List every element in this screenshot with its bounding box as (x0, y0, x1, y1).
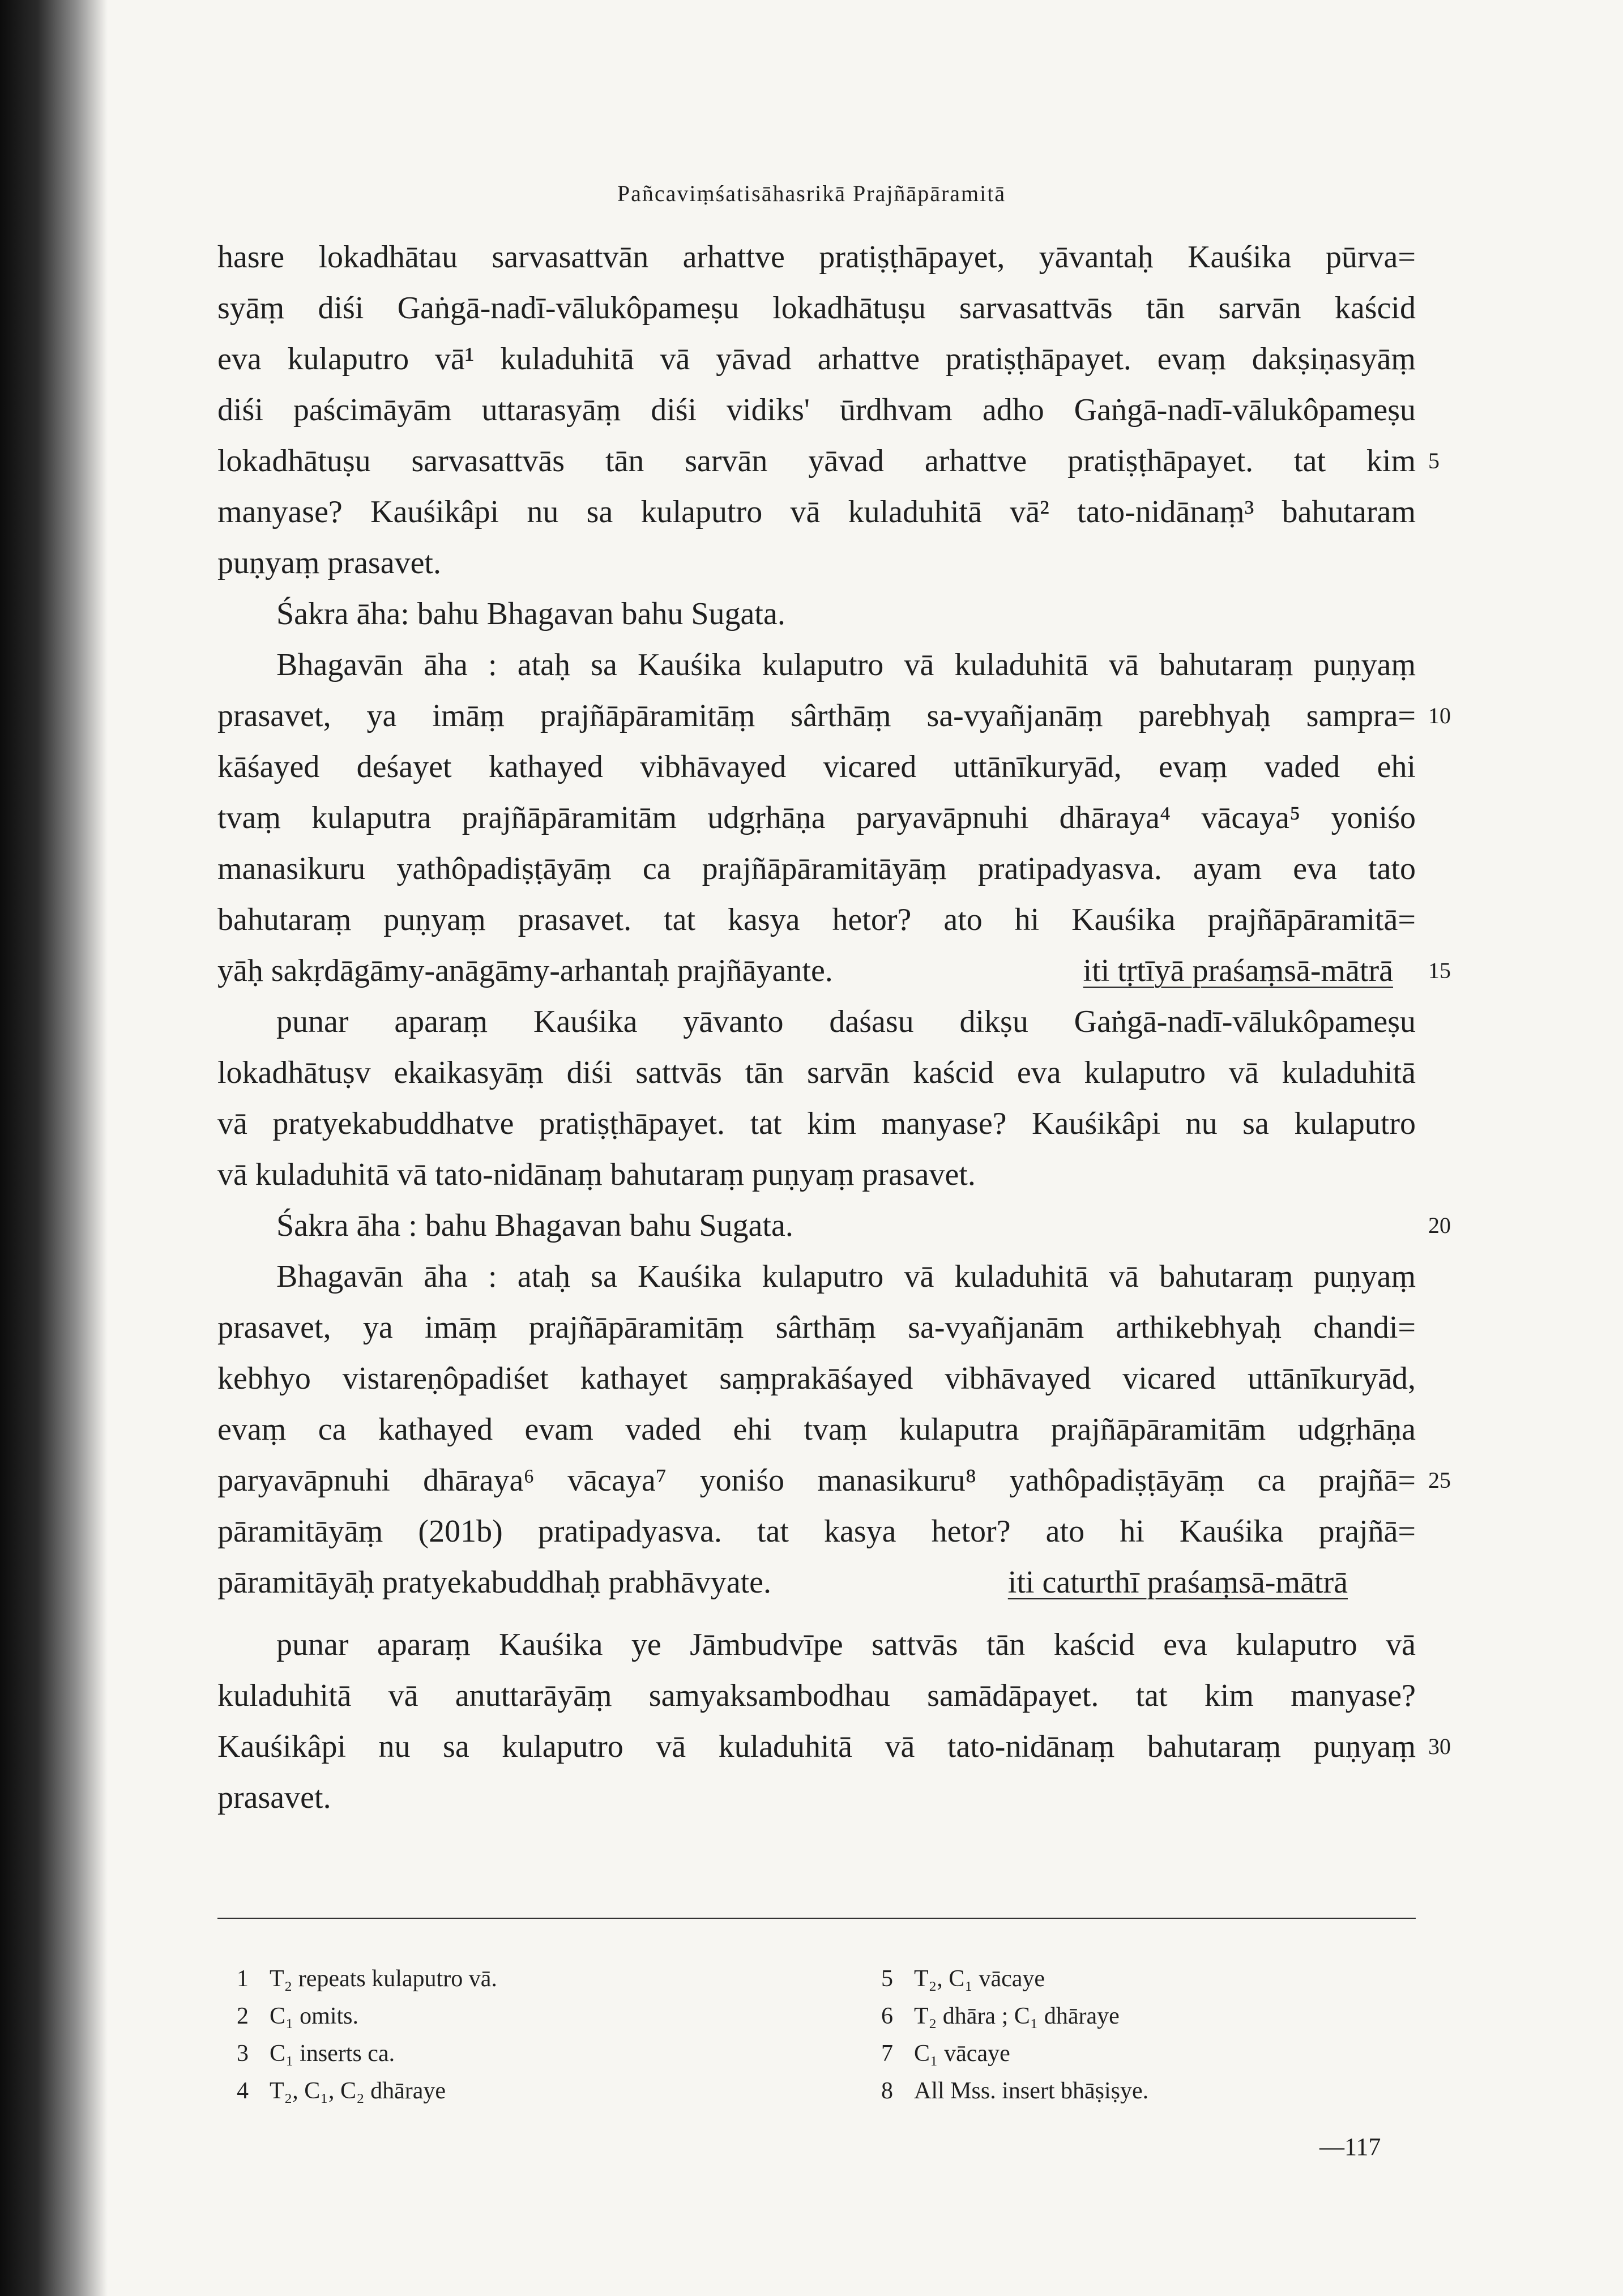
text-line-26: pāramitāyāṃ (201b) pratipadyasva. tat kasya hetor? ato hi Kauśika prajñā= (217, 1514, 1416, 1549)
text-line-10: prasavet, ya imāṃ prajñāpāramitāṃ sârthāṃ sa-vyañjanāṃ parebhyaḥ sampra= (217, 698, 1416, 733)
footnote-text: All Mss. insert bhāṣiṣye. (914, 2078, 1149, 2104)
text-line-2: syāṃ diśi Gaṅgā-nadī-vālukôpameṣu lokadhātuṣu sarvasattvās tān sarvān kaścid (217, 291, 1416, 326)
footnote-text: T₂ dhāra ; C₁ dhāraye (914, 2003, 1120, 2029)
footnote-text: C₁ omits. (270, 2003, 359, 2029)
text-line-15 (217, 950, 1416, 991)
footnote-number: 3 (237, 2041, 249, 2067)
line-number: 5 (1428, 448, 1440, 473)
section-marker-fourth: iti caturthī praśaṃsā-mātrā (1007, 1565, 1348, 1600)
text-line-13: manasikuru yathôpadiṣṭāyāṃ ca prajñāpāramitāyāṃ pratipadyasva. ayam eva tato (217, 851, 1416, 886)
text-line-15-text: yāḥ sakṛdāgāmy-anāgāmy-arhantaḥ prajñāyante. (217, 953, 833, 988)
footnote-number: 2 (237, 2003, 249, 2029)
text-line-14: bahutaraṃ puṇyaṃ prasavet. tat kasya hetor? ato hi Kauśika prajñāpāramitā= (217, 902, 1416, 937)
text-line-11: kāśayed deśayet kathayed vibhāvayed vicared uttānīkuryād, evaṃ vaded ehi (217, 749, 1416, 784)
page-number: —117 (1319, 2133, 1381, 2161)
line-number: 20 (1428, 1213, 1451, 1238)
line-number: 30 (1428, 1734, 1451, 1759)
text-line-23: kebhyo vistareṇôpadiśet kathayet saṃprakāśayed vibhāvayed vicared uttānīkuryād, (217, 1361, 1416, 1396)
footnote-text: T₂, C₁, C₂ dhāraye (270, 2078, 446, 2104)
text-line-8: Śakra āha: bahu Bhagavan bahu Sugata. (276, 596, 785, 631)
footnote (881, 2038, 1010, 2069)
text-line-27 (217, 1562, 1416, 1603)
text-line-20: Śakra āha : bahu Bhagavan bahu Sugata. (276, 1208, 793, 1243)
line-number: 15 (1428, 958, 1451, 983)
text-line-28: punar aparaṃ Kauśika ye Jāmbudvīpe sattvās tān kaścid eva kulaputro vā (276, 1627, 1416, 1662)
text-line-9: Bhagavān āha : ataḥ sa Kauśika kulaputro vā kuladuhitā vā bahutaraṃ puṇyaṃ (276, 647, 1416, 682)
text-line-25: paryavāpnuhi dhāraya⁶ vācaya⁷ yoniśo manasikuru⁸ yathôpadiṣṭāyāṃ ca prajñā= (217, 1463, 1416, 1498)
text-line-17: lokadhātuṣv ekaikasyāṃ diśi sattvās tān sarvān kaścid eva kulaputro vā kuladuhitā (217, 1055, 1416, 1090)
footnote-rule (217, 1918, 1416, 1919)
book-binding-shadow (0, 0, 108, 2296)
footnote-number: 8 (881, 2078, 893, 2104)
text-line-30: Kauśikâpi nu sa kulaputro vā kuladuhitā vā tato-nidānaṃ bahutaraṃ puṇyaṃ (217, 1729, 1416, 1764)
text-line-21: Bhagavān āha : ataḥ sa Kauśika kulaputro vā kuladuhitā vā bahutaraṃ puṇyaṃ (276, 1259, 1416, 1294)
section-marker-third: iti tṛtīyā praśaṃsā-mātrā (1083, 953, 1393, 988)
footnote (881, 1963, 1045, 1995)
footnote (237, 2038, 395, 2069)
footnote (881, 2000, 1120, 2032)
text-line-7: puṇyaṃ prasavet. (217, 545, 441, 581)
text-line-27-text: pāramitāyāḥ pratyekabuddhaḥ prabhāvyate. (217, 1565, 772, 1600)
text-line-22: prasavet, ya imāṃ prajñāpāramitāṃ sârthāṃ sa-vyañjanām arthikebhyaḥ chandi= (217, 1310, 1416, 1345)
text-line-3: eva kulaputro vā¹ kuladuhitā vā yāvad arhattve pratiṣṭhāpayet. evaṃ dakṣiṇasyāṃ (217, 342, 1416, 377)
text-line-6: manyase? Kauśikâpi nu sa kulaputro vā kuladuhitā vā² tato-nidānaṃ³ bahutaram (217, 494, 1416, 530)
text-line-18: vā pratyekabuddhatve pratiṣṭhāpayet. tat kim manyase? Kauśikâpi nu sa kulaputro (217, 1106, 1416, 1141)
footnote-text: T₂, C₁ vācaye (914, 1966, 1045, 1992)
footnote-text: C₁ inserts ca. (270, 2041, 395, 2067)
text-line-29: kuladuhitā vā anuttarāyāṃ samyaksambodhau samādāpayet. tat kim manyase? (217, 1678, 1416, 1713)
footnote-text: T₂ repeats kulaputro vā. (270, 1966, 497, 1992)
text-line-31: prasavet. (217, 1780, 331, 1815)
line-number: 10 (1428, 703, 1451, 728)
text-line-19: vā kuladuhitā vā tato-nidānaṃ bahutaraṃ puṇyaṃ prasavet. (217, 1157, 976, 1192)
footnote-number: 4 (237, 2078, 249, 2104)
footnote-number: 5 (881, 1966, 893, 1992)
footnote-number: 7 (881, 2041, 893, 2067)
text-line-16: punar aparaṃ Kauśika yāvanto daśasu dikṣu Gaṅgā-nadī-vālukôpameṣu (276, 1004, 1416, 1039)
footnote (237, 2000, 358, 2032)
text-line-12: tvaṃ kulaputra prajñāpāramitām udgṛhāṇa paryavāpnuhi dhāraya⁴ vācaya⁵ yoniśo (217, 800, 1416, 835)
text-line-1: hasre lokadhātau sarvasattvān arhattve pratiṣṭhāpayet, yāvantaḥ Kauśika pūrva= (217, 240, 1416, 275)
footnote (881, 2075, 1148, 2107)
footnote (237, 1963, 497, 1995)
running-header: Pañcaviṃśatisāhasrikā Prajñāpāramitā (617, 181, 1006, 206)
footnote-text: C₁ vācaye (914, 2041, 1010, 2067)
text-line-4: diśi paścimāyām uttarasyāṃ diśi vidiks' ūrdhvam adho Gaṅgā-nadī-vālukôpameṣu (217, 392, 1416, 428)
text-line-5: lokadhātuṣu sarvasattvās tān sarvān yāvad arhattve pratiṣṭhāpayet. tat kim (217, 443, 1416, 479)
footnote-number: 6 (881, 2003, 893, 2029)
footnote (237, 2075, 446, 2107)
line-number: 25 (1428, 1467, 1451, 1493)
text-line-24: evaṃ ca kathayed evam vaded ehi tvaṃ kulaputra prajñāpāramitām udgṛhāṇa (217, 1412, 1416, 1447)
footnote-number: 1 (237, 1966, 249, 1992)
